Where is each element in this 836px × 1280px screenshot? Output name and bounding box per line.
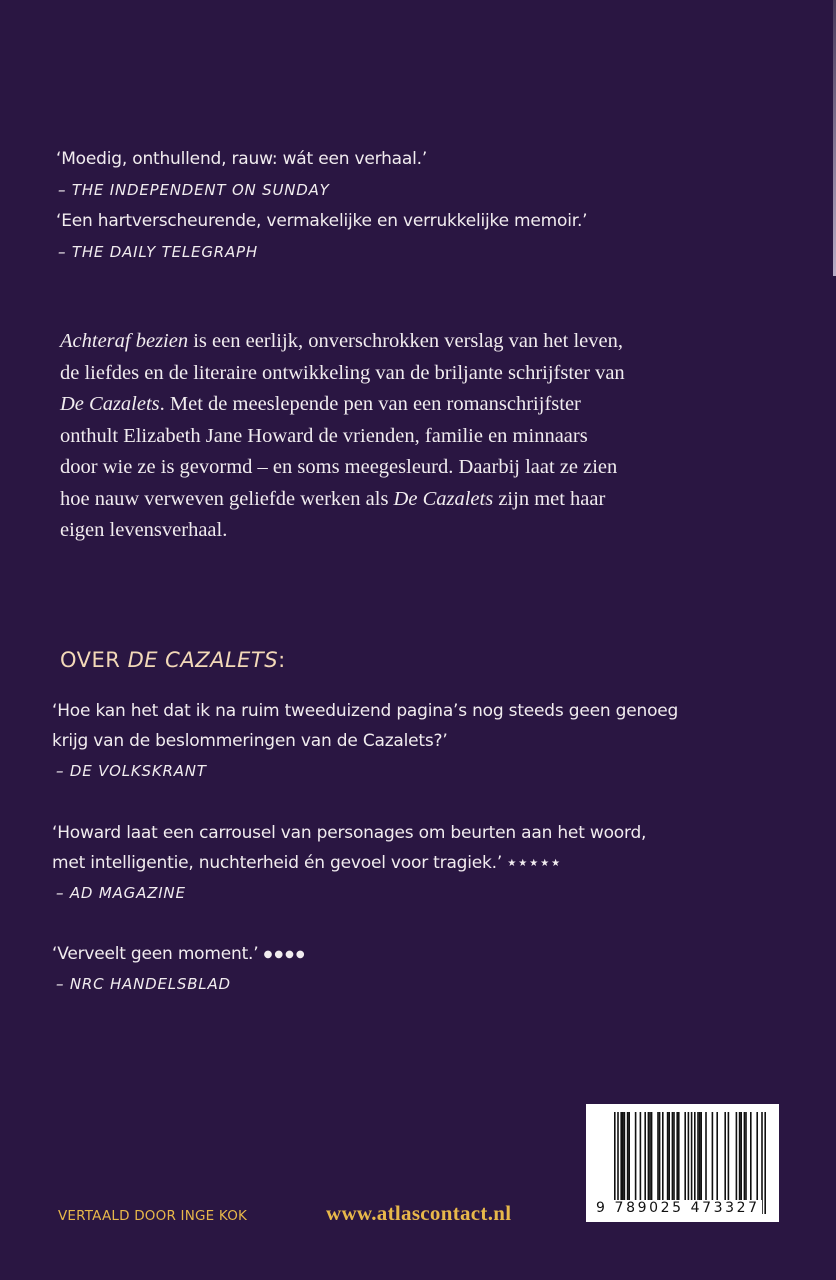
barcode-bar — [697, 1112, 699, 1214]
blurb-line: Achteraf bezien is een eerlijk, onverschrokken verslag van het leven, — [60, 330, 623, 352]
quote-source: – DE VOLKSKRANT — [56, 762, 207, 780]
blurb-line: hoe nauw verweven geliefde werken als De Cazalets zijn met haar — [60, 487, 606, 510]
barcode-bar — [724, 1112, 726, 1214]
barcode-bar — [624, 1112, 626, 1214]
barcode-bar — [649, 1112, 651, 1214]
isbn-number: 9 789025 473327 — [596, 1200, 760, 1216]
barcode-bar — [668, 1112, 670, 1214]
barcode-bar — [750, 1112, 752, 1214]
barcode-bar — [684, 1112, 686, 1214]
blurb-line: de liefdes en de literaire ontwikkeling van de briljante schrijfster van — [60, 361, 625, 384]
series-title: De Cazalets — [60, 393, 160, 415]
quote-source: – THE DAILY TELEGRAPH — [58, 243, 258, 261]
barcode-bar — [614, 1112, 616, 1214]
quote-text: ‘Howard laat een carrousel van personages om beurten aan het woord, — [52, 823, 647, 843]
barcode-bar — [700, 1112, 702, 1214]
barcode-bar — [628, 1112, 630, 1214]
quote-text: ‘Verveelt geen moment.’ ●●●● — [52, 944, 307, 964]
quote-text: ‘Moedig, onthullend, rauw: wát een verhaal.’ — [56, 149, 428, 169]
barcode-bar — [736, 1112, 738, 1214]
barcode-bar — [627, 1112, 629, 1214]
dot-rating: ●●●● — [263, 949, 307, 960]
barcode-bar — [691, 1112, 693, 1214]
translator-credit: VERTAALD DOOR INGE KOK — [58, 1208, 248, 1224]
barcode-bar — [617, 1112, 619, 1214]
quote-text: met intelligentie, nuchterheid én gevoel voor tragiek.’ ★★★★★ — [52, 853, 563, 873]
quote-source: – NRC HANDELSBLAD — [56, 975, 231, 993]
barcode-bar — [640, 1112, 642, 1214]
blurb-line: onthult Elizabeth Jane Howard de vrienden, familie en minnaars — [60, 424, 588, 447]
star-rating: ★★★★★ — [507, 858, 563, 869]
barcode-bar — [756, 1112, 758, 1214]
book-blurb — [60, 326, 740, 547]
barcode-bar — [678, 1112, 680, 1214]
blurb-line: De Cazalets. Met de meeslepende pen van een romanschrijfster — [60, 393, 581, 415]
section-heading: OVER DE CAZALETS: — [60, 648, 286, 672]
barcode-bar — [662, 1112, 664, 1214]
barcode-bar — [659, 1112, 661, 1214]
isbn-barcode — [586, 1104, 779, 1222]
barcode-bar — [739, 1112, 741, 1214]
barcode-bar — [672, 1112, 674, 1214]
barcode-bar — [620, 1112, 622, 1214]
barcode-bar — [694, 1112, 696, 1214]
quote-text: ‘Een hartverscheurende, vermakelijke en verrukkelijke memoir.’ — [56, 211, 588, 231]
barcode-bar — [761, 1112, 763, 1214]
barcode-bar — [676, 1112, 678, 1214]
barcode-bar — [688, 1112, 690, 1214]
blurb-line: door wie ze is gevormd – en soms meegesleurd. Daarbij laat ze zien — [60, 456, 618, 478]
barcode-bar — [745, 1112, 747, 1214]
barcode-bar — [635, 1112, 637, 1214]
barcode-bar — [667, 1112, 669, 1214]
barcode-bar — [648, 1112, 650, 1214]
series-title: De Cazalets — [393, 487, 494, 510]
barcode-bar — [740, 1112, 742, 1214]
barcode-bar — [699, 1112, 701, 1214]
quote-text: krijg van de beslommeringen van de Cazalets?’ — [52, 731, 448, 751]
barcode-bar — [651, 1112, 653, 1214]
barcode-bar — [716, 1112, 718, 1214]
barcode-bar — [673, 1112, 675, 1214]
barcode-bar — [657, 1112, 659, 1214]
barcode-bar — [705, 1112, 707, 1214]
barcode-bar — [744, 1112, 746, 1214]
barcode-bar — [712, 1112, 714, 1214]
barcode-bar — [764, 1112, 766, 1214]
blurb-line: eigen levensverhaal. — [60, 519, 228, 541]
quote-source: – THE INDEPENDENT ON SUNDAY — [58, 181, 330, 199]
barcode-bar — [644, 1112, 646, 1214]
publisher-website: www.atlascontact.nl — [326, 1201, 512, 1225]
quote-text: ‘Hoe kan het dat ik na ruim tweeduizend pagina’s nog steeds geen genoeg — [52, 701, 679, 721]
barcode-bar — [728, 1112, 730, 1214]
book-title: Achteraf bezien — [60, 330, 189, 352]
quote-source: – AD MAGAZINE — [56, 884, 186, 902]
barcode-bar — [622, 1112, 624, 1214]
